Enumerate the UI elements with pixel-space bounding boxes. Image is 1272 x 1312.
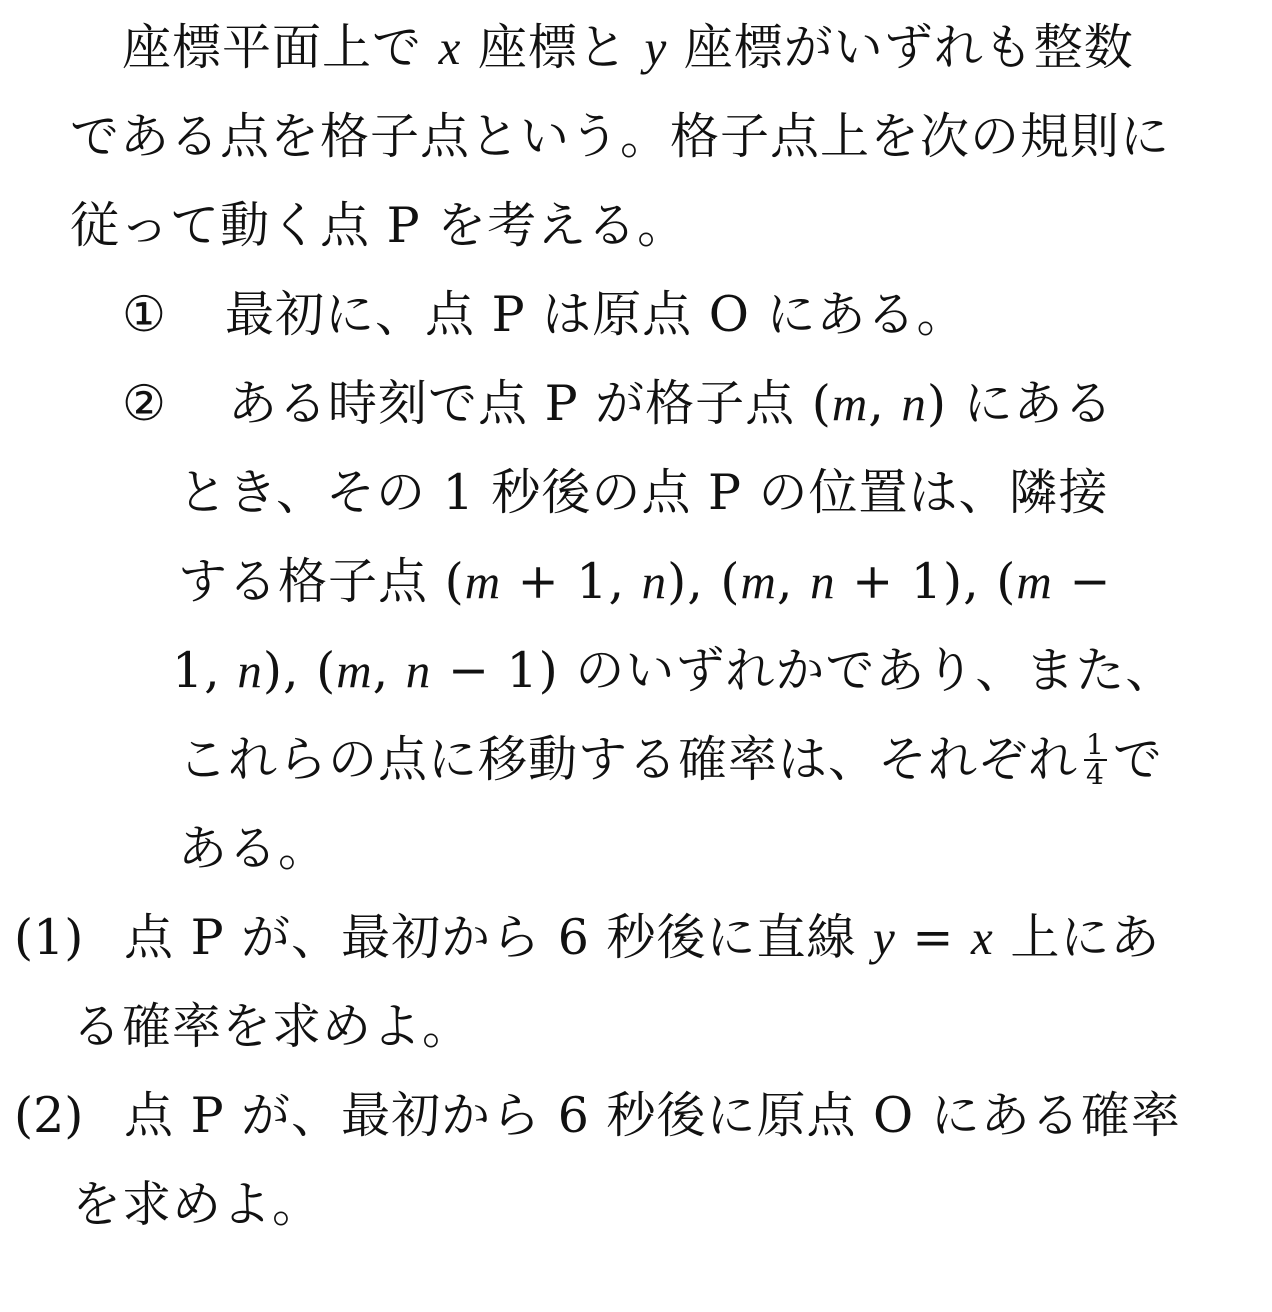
rule-2-line-4 bbox=[172, 641, 1175, 701]
math-x: x bbox=[971, 910, 994, 965]
rule-text: ) にある bbox=[926, 375, 1114, 432]
intro-line-2: である点を格子点という。格子点上を次の規則に bbox=[70, 108, 1171, 165]
question-1-line-2: る確率を求めよ。 bbox=[72, 998, 473, 1055]
rule-2-line-5 bbox=[178, 727, 1163, 791]
rule-text: , bbox=[776, 553, 811, 610]
question-1-line-1 bbox=[124, 908, 1160, 968]
fraction-numerator: 1 bbox=[1086, 727, 1105, 761]
intro-line-1 bbox=[122, 18, 1134, 78]
math-n: n bbox=[641, 554, 668, 609]
math-n: n bbox=[405, 643, 432, 698]
math-n: n bbox=[901, 376, 927, 431]
rule-text: + 1), ( bbox=[835, 553, 1017, 610]
intro-text: 座標がいずれも整数 bbox=[667, 19, 1134, 76]
rule-text: ), ( bbox=[262, 642, 337, 699]
math-m: m bbox=[740, 554, 777, 609]
math-y: y bbox=[873, 910, 896, 965]
rule-2-marker: ② bbox=[122, 375, 166, 432]
rule-text: , bbox=[868, 375, 902, 432]
math-m: m bbox=[831, 376, 869, 431]
rule-text: − 1) のいずれかであり、また、 bbox=[431, 642, 1176, 699]
question-2-line-1: 点 P が、最初から 6 秒後に原点 O にある確率 bbox=[124, 1087, 1181, 1144]
math-x: x bbox=[438, 20, 462, 75]
rule-2-line-2: とき、その 1 秒後の点 P の位置は、隣接 bbox=[178, 464, 1109, 521]
question-text: 点 P が、最初から 6 秒後に直線 bbox=[124, 909, 874, 966]
math-y: y bbox=[644, 20, 668, 75]
math-m: m bbox=[1016, 554, 1053, 609]
rule-text: で bbox=[1112, 731, 1163, 788]
rule-text: ), ( bbox=[667, 553, 741, 610]
rule-2-line-6: ある。 bbox=[178, 820, 329, 877]
math-n: n bbox=[237, 643, 263, 698]
rule-2-line-3 bbox=[178, 552, 1111, 612]
intro-text: 座標平面上で bbox=[122, 19, 439, 76]
intro-line-3: 従って動く点 P を考える。 bbox=[70, 197, 688, 254]
rule-text: ある時刻で点 P が格子点 ( bbox=[228, 375, 832, 432]
math-m: m bbox=[464, 554, 502, 609]
intro-text: 座標と bbox=[461, 19, 645, 76]
question-text: = bbox=[895, 909, 971, 966]
fraction-denominator: 4 bbox=[1086, 757, 1105, 791]
rule-1-line-1: 最初に、点 P は原点 O にある。 bbox=[225, 286, 967, 343]
question-text: 上にあ bbox=[993, 909, 1161, 966]
rule-2-line-1 bbox=[228, 374, 1114, 434]
rule-text: 1, bbox=[172, 642, 238, 699]
rule-1-marker: ① bbox=[122, 286, 166, 343]
fraction-one-quarter bbox=[1084, 727, 1107, 791]
rule-text: する格子点 ( bbox=[178, 553, 465, 610]
rule-text: これらの点に移動する確率は、それぞれ bbox=[178, 731, 1079, 788]
math-n: n bbox=[810, 554, 836, 609]
question-1-label: (1) bbox=[14, 909, 84, 966]
rule-text: , bbox=[372, 642, 406, 699]
question-2-label: (2) bbox=[14, 1087, 84, 1144]
question-2-line-2: を求めよ。 bbox=[72, 1176, 323, 1233]
rule-text: + 1, bbox=[501, 553, 642, 610]
math-m: m bbox=[336, 643, 373, 698]
rule-text: − bbox=[1052, 553, 1112, 610]
